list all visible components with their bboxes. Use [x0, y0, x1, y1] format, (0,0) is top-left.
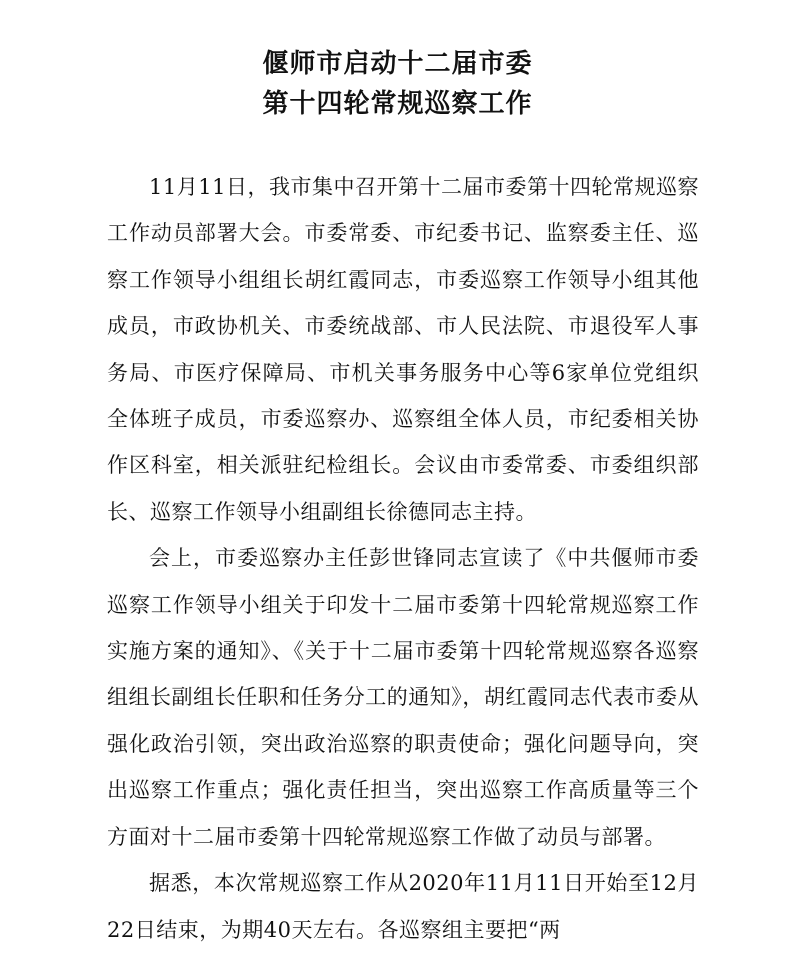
paragraph: 会上，市委巡察办主任彭世锋同志宣读了《中共偃师市委巡察工作领导小组关于印发十二届市委第十四轮常规巡察工作实施方案的通知》、《关于十二届市委第十四轮常规巡察各巡察组组长副组长任职和任务分工的通知》，胡红霞同志代表市委从强化政治引领，突出政治巡察的职责使命；强化问题导向，突出巡察工作重点；强化责任担当，突出巡察工作高质量等三个方面对十二届市委第十四轮常规巡察工作做了动员与部署。 — [107, 546, 699, 849]
title-line-1: 偃师市启动十二届市委 — [262, 49, 533, 79]
document-title — [0, 44, 795, 124]
title-line-2: 第十四轮常规巡察工作 — [262, 89, 533, 119]
paragraph: 11月11日，我市集中召开第十二届市委第十四轮常规巡察工作动员部署大会。市委常委、市纪委书记、监察委主任、巡察工作领导小组组长胡红霞同志，市委巡察工作领导小组其他成员，市政协机关、市委统战部、市人民法院、市退役军人事务局、市医疗保障局、市机关事务服务中心等6家单位党组织全体班子成员，市委巡察办、巡察组全体人员，市纪委相关协作区科室，相关派驻纪检组长。会议由市委常委、市委组织部长、巡察工作领导小组副组长徐德同志主持。 — [107, 175, 699, 524]
document-body — [107, 164, 699, 953]
paragraph: 据悉，本次常规巡察工作从2020年11月11日开始至12月22日结束，为期40天左右。各巡察组主要把“两 — [107, 871, 699, 942]
